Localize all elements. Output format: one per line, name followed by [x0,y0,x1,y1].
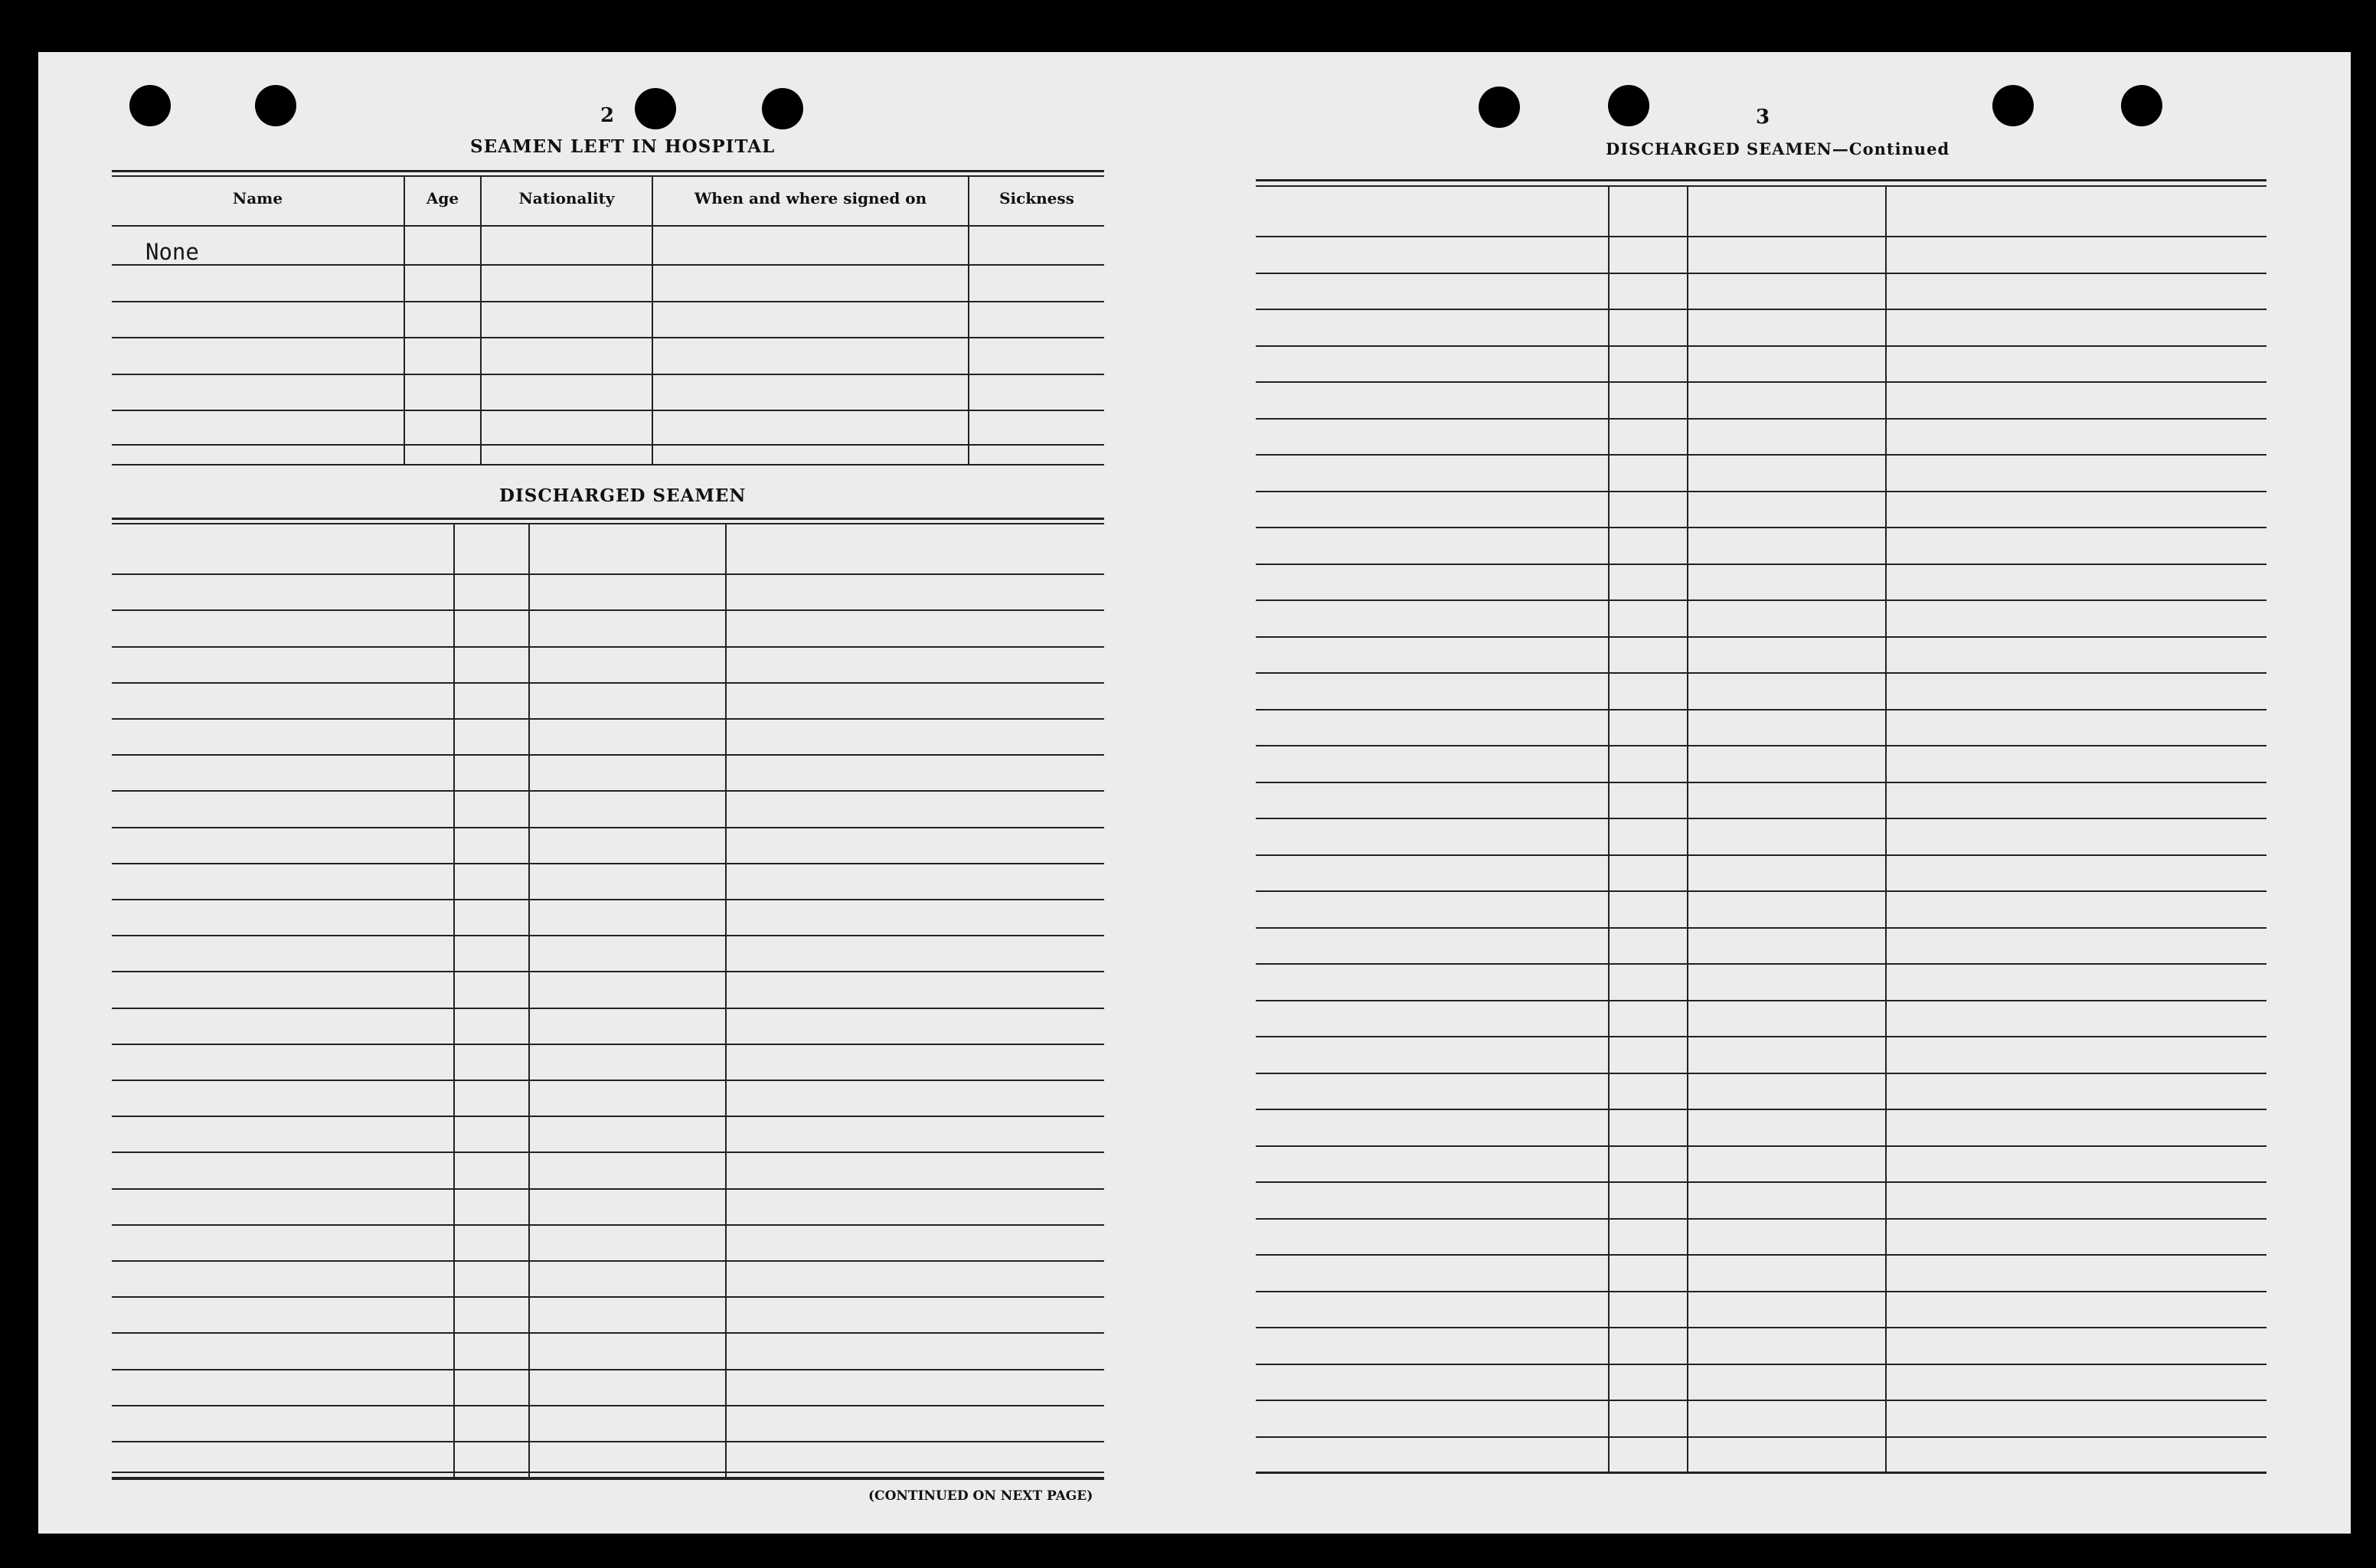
discharged-table-row-rule [112,682,1104,684]
discharged-table-row-rule [112,899,1104,900]
continued-table-row-rule [1256,309,2267,310]
continued-table-col-rule [1687,185,1688,1472]
hospital-table-col-rule [652,175,653,466]
discharged-table-row-rule [112,754,1104,756]
discharged-table-row-rule [112,1260,1104,1262]
continued-table-row-rule [1256,927,2267,929]
continued-table-row-rule [1256,1364,2267,1365]
continued-table-row-rule [1256,345,2267,347]
hospital-table-col-rule [404,175,405,466]
discharged-table-row-rule [112,1441,1104,1442]
punch-hole [2121,85,2162,126]
punch-hole [1608,85,1649,126]
discharged-table-top-rule [112,523,1104,524]
continued-table-row-rule [1256,636,2267,638]
continued-table-row-rule [1256,491,2267,492]
hospital-col-signed-on: When and where signed on [694,189,927,207]
discharged-table-bottom-rule [112,1478,1104,1480]
continued-table-row-rule [1256,527,2267,528]
continued-table-row-rule [1256,854,2267,856]
discharged-table-row-rule [112,609,1104,611]
discharged-section-title: DISCHARGED SEAMEN [499,485,747,506]
discharged-table-row-rule [112,935,1104,936]
punch-hole [1992,85,2034,126]
punch-hole [129,85,171,126]
hospital-table-col-rule [968,175,969,466]
continued-table-col-rule [1608,185,1610,1472]
discharged-table-row-rule [112,1044,1104,1045]
discharged-table-row-rule [112,790,1104,792]
punch-hole [635,88,676,129]
hospital-table-row-rule [112,301,1104,302]
discharged-table-row-rule [112,718,1104,720]
hospital-table-row-rule [112,444,1104,446]
right-page-number: 3 [1756,106,1770,129]
continued-table-row-rule [1256,418,2267,420]
continued-table-row-rule [1256,1145,2267,1147]
continued-table-row-rule [1256,1181,2267,1183]
hospital-table-row-rule [112,264,1104,266]
discharged-table-bottom-rule [112,1472,1104,1473]
continued-table-row-rule [1256,381,2267,383]
continued-table-row-rule [1256,963,2267,965]
discharged-table-row-rule [112,1152,1104,1153]
hospital-table-row-rule [112,410,1104,411]
continued-table-header-rule [1256,236,2267,237]
left-page-number: 2 [600,104,615,127]
continued-table-top-rule [1256,185,2267,187]
continued-table-row-rule [1256,1109,2267,1110]
hospital-section-title: SEAMEN LEFT IN HOSPITAL [470,136,776,157]
discharged-table-row-rule [112,1116,1104,1117]
continued-table-row-rule [1256,273,2267,274]
right-page-title: DISCHARGED SEAMEN—Continued [1606,139,1950,158]
discharged-table-row-rule [112,1080,1104,1081]
continued-footer: (CONTINUED ON NEXT PAGE) [868,1488,1093,1504]
discharged-table-row-rule [112,827,1104,828]
hospital-none-entry: None [145,239,199,265]
continued-table-bottom-rule [1256,1472,2267,1474]
hospital-col-sickness: Sickness [999,189,1074,207]
hospital-table-bottom-rule [112,464,1104,466]
document-sheet [38,52,2351,1534]
continued-table-row-rule [1256,1400,2267,1401]
discharged-table-row-rule [112,573,1104,575]
continued-table-row-rule [1256,1254,2267,1256]
hospital-table-top-rule [112,175,1104,177]
continued-table-col-rule [1885,185,1887,1472]
continued-table-row-rule [1256,1218,2267,1220]
hospital-col-age: Age [426,189,459,207]
continued-table-row-rule [1256,1327,2267,1328]
continued-table-row-rule [1256,782,2267,783]
discharged-table-row-rule [112,1405,1104,1406]
continued-table-row-rule [1256,454,2267,456]
discharged-table-row-rule [112,1224,1104,1226]
continued-table-row-rule [1256,672,2267,674]
discharged-table-row-rule [112,1296,1104,1298]
continued-table-row-rule [1256,1073,2267,1074]
hospital-table-row-rule [112,374,1104,375]
continued-table-row-rule [1256,890,2267,892]
continued-table-row-rule [1256,1436,2267,1438]
discharged-table-row-rule [112,1332,1104,1334]
continued-table-row-rule [1256,599,2267,601]
discharged-table-top-rule [112,518,1104,520]
discharged-table-row-rule [112,863,1104,864]
punch-hole [255,85,296,126]
discharged-table-row-rule [112,971,1104,972]
discharged-table-col-rule [725,523,727,1478]
hospital-col-nationality: Nationality [518,189,615,207]
continued-table-row-rule [1256,1291,2267,1292]
hospital-table-top-rule [112,170,1104,172]
continued-table-top-rule [1256,179,2267,181]
hospital-table-row-rule [112,337,1104,338]
hospital-col-name: Name [232,189,283,207]
punch-hole [762,88,803,129]
continued-table-row-rule [1256,709,2267,710]
discharged-table-row-rule [112,1369,1104,1370]
continued-table-row-rule [1256,745,2267,746]
discharged-table-col-rule [453,523,455,1478]
discharged-table-col-rule [528,523,530,1478]
hospital-table-col-rule [480,175,482,466]
discharged-table-row-rule [112,1188,1104,1190]
discharged-table-row-rule [112,646,1104,648]
continued-table-row-rule [1256,564,2267,565]
continued-table-row-rule [1256,1036,2267,1037]
discharged-table-row-rule [112,1008,1104,1009]
punch-hole [1479,87,1520,128]
continued-table-row-rule [1256,1000,2267,1001]
hospital-table-header-rule [112,225,1104,227]
continued-table-row-rule [1256,818,2267,819]
